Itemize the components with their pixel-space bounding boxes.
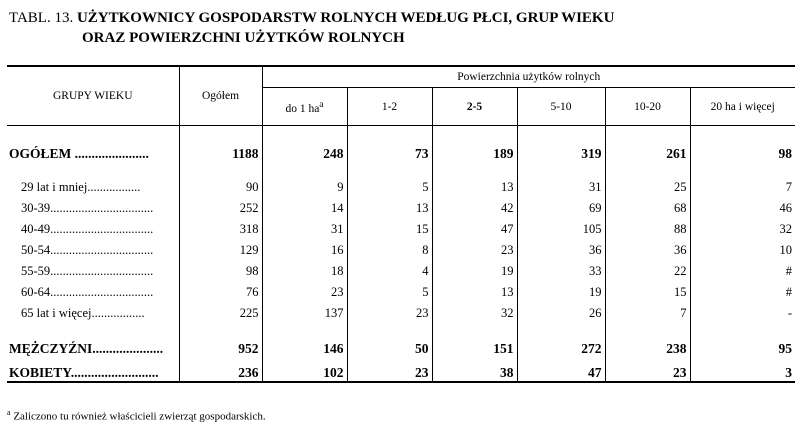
table-title: [9, 8, 789, 48]
row-label: 30-39.................................: [21, 201, 154, 215]
cell-20-plus: 7: [690, 174, 795, 195]
cell-1-2: 15: [347, 216, 432, 237]
cell-10-20: 36: [605, 237, 690, 258]
cell-5-10: 69: [517, 195, 605, 216]
table-number: TABL. 13.: [9, 10, 74, 26]
row-label: 29 lat i mniej.................: [21, 180, 141, 194]
cell-20-plus: #: [690, 258, 795, 279]
title-line-1: [9, 8, 789, 28]
cell-20-plus: 46: [690, 195, 795, 216]
table-row: [7, 174, 795, 195]
table-row-ogolem: [7, 138, 795, 162]
cell-2-5: 32: [432, 300, 517, 321]
cell-20-plus: 95: [690, 333, 795, 357]
cell-1-2: 13: [347, 195, 432, 216]
cell-20-plus: 3: [690, 357, 795, 382]
row-label: 50-54.................................: [21, 243, 154, 257]
cell-10-20: 7: [605, 300, 690, 321]
table-row: [7, 258, 795, 279]
footnote-marker: a: [7, 408, 11, 417]
cell-5-10: 36: [517, 237, 605, 258]
header-surface: Powierzchnia użytków rolnych: [262, 66, 795, 88]
header-col-5-10: 5-10: [517, 88, 605, 125]
cell-1-2: 8: [347, 237, 432, 258]
row-label: MĘŻCZYŹNI.....................: [9, 341, 164, 356]
cell-5-10: 26: [517, 300, 605, 321]
cell-10-20: 25: [605, 174, 690, 195]
table-row: [7, 237, 795, 258]
cell-do-1-ha: 102: [262, 357, 347, 382]
cell-20-plus: #: [690, 279, 795, 300]
cell-do-1-ha: 146: [262, 333, 347, 357]
cell-2-5: 189: [432, 138, 517, 162]
cell-total: 98: [179, 258, 262, 279]
table-row-men: [7, 333, 795, 357]
cell-1-2: 23: [347, 357, 432, 382]
header-col-10-20: 10-20: [605, 88, 690, 125]
cell-2-5: 19: [432, 258, 517, 279]
cell-5-10: 105: [517, 216, 605, 237]
cell-total: 952: [179, 333, 262, 357]
cell-total: 236: [179, 357, 262, 382]
cell-do-1-ha: 31: [262, 216, 347, 237]
row-label: 60-64.................................: [21, 285, 154, 299]
footnote: [7, 408, 266, 423]
statistics-table: [7, 65, 795, 383]
cell-do-1-ha: 137: [262, 300, 347, 321]
cell-2-5: 151: [432, 333, 517, 357]
cell-10-20: 88: [605, 216, 690, 237]
row-label: OGÓŁEM ......................: [9, 146, 149, 161]
cell-1-2: 50: [347, 333, 432, 357]
header-total: Ogółem: [179, 66, 262, 125]
cell-do-1-ha: 23: [262, 279, 347, 300]
header-age-groups: GRUPY WIEKU: [7, 66, 179, 125]
cell-20-plus: 32: [690, 216, 795, 237]
cell-5-10: 47: [517, 357, 605, 382]
cell-2-5: 13: [432, 279, 517, 300]
table-row: [7, 195, 795, 216]
cell-20-plus: -: [690, 300, 795, 321]
cell-total: 1188: [179, 138, 262, 162]
cell-1-2: 73: [347, 138, 432, 162]
cell-2-5: 38: [432, 357, 517, 382]
title-text-2: ORAZ POWIERZCHNI UŻYTKÓW ROLNYCH: [82, 30, 405, 46]
table-row-women: [7, 357, 795, 382]
cell-10-20: 68: [605, 195, 690, 216]
cell-1-2: 4: [347, 258, 432, 279]
cell-1-2: 5: [347, 279, 432, 300]
cell-do-1-ha: 9: [262, 174, 347, 195]
cell-1-2: 23: [347, 300, 432, 321]
title-text-1: UŻYTKOWNICY GOSPODARSTW ROLNYCH WEDŁUG PŁCI, GRUP WIEKU: [76, 10, 615, 26]
cell-2-5: 23: [432, 237, 517, 258]
row-label: 55-59.................................: [21, 264, 154, 278]
cell-5-10: 19: [517, 279, 605, 300]
table-row: [7, 216, 795, 237]
cell-5-10: 33: [517, 258, 605, 279]
table-row: [7, 300, 795, 321]
cell-5-10: 319: [517, 138, 605, 162]
cell-2-5: 13: [432, 174, 517, 195]
row-label: KOBIETY..........................: [7, 357, 179, 382]
cell-do-1-ha: 18: [262, 258, 347, 279]
cell-do-1-ha: 16: [262, 237, 347, 258]
cell-10-20: 238: [605, 333, 690, 357]
cell-20-plus: 98: [690, 138, 795, 162]
row-label: 40-49.................................: [21, 222, 154, 236]
cell-10-20: 261: [605, 138, 690, 162]
cell-5-10: 272: [517, 333, 605, 357]
cell-total: 225: [179, 300, 262, 321]
cell-10-20: 22: [605, 258, 690, 279]
cell-total: 252: [179, 195, 262, 216]
cell-total: 90: [179, 174, 262, 195]
header-col-1-2: 1-2: [347, 88, 432, 125]
header-col-do-1-ha: do 1 $ha^a$: [262, 88, 347, 125]
cell-5-10: 31: [517, 174, 605, 195]
footnote-text: Zaliczono tu również właścicieli zwierząt gospodarskich.: [10, 410, 266, 423]
cell-20-plus: 10: [690, 237, 795, 258]
cell-do-1-ha: 14: [262, 195, 347, 216]
cell-1-2: 5: [347, 174, 432, 195]
cell-total: 76: [179, 279, 262, 300]
cell-10-20: 15: [605, 279, 690, 300]
footnote-marker: a: [319, 98, 324, 110]
cell-total: 129: [179, 237, 262, 258]
cell-2-5: 47: [432, 216, 517, 237]
cell-do-1-ha: 248: [262, 138, 347, 162]
header-col-20-plus: 20 ha i więcej: [690, 88, 795, 125]
row-label: 65 lat i więcej.................: [21, 306, 145, 320]
cell-total: 318: [179, 216, 262, 237]
cell-10-20: 23: [605, 357, 690, 382]
cell-2-5: 42: [432, 195, 517, 216]
header-col-2-5: 2-5: [432, 88, 517, 125]
table-row: [7, 279, 795, 300]
